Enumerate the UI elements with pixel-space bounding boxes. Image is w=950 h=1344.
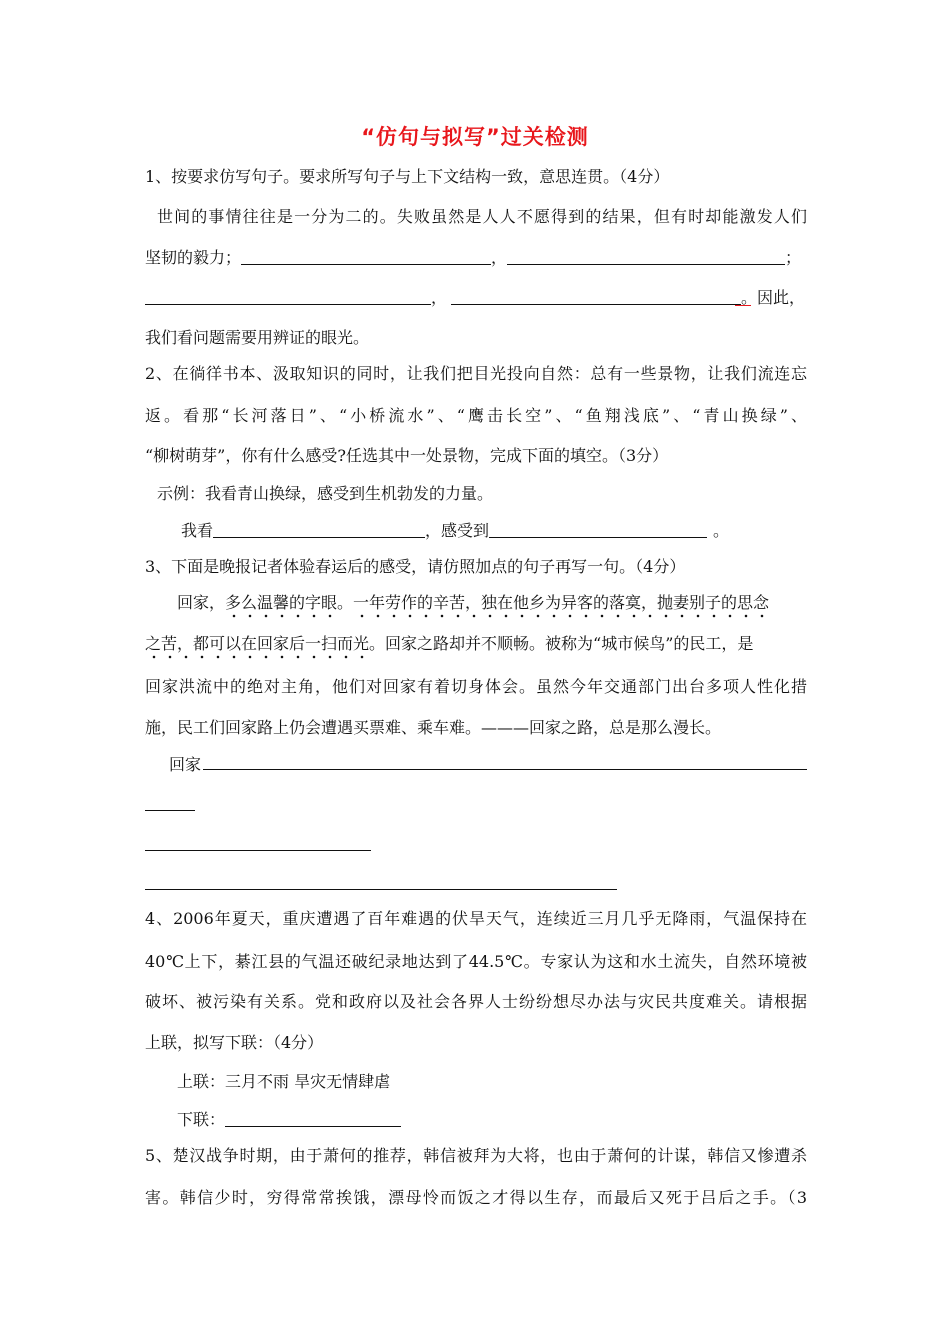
q3-stem: 3、下面是晚报记者体验春运后的感受，请仿照加点的句子再写一句。（4分）	[145, 557, 686, 576]
document-title: “仿句与拟写”过关检测	[361, 125, 589, 149]
q3-p4: 施，民工们回家路上仍会遭遇买票难、乘车难。———回家之路，总是那么漫长。	[145, 718, 722, 737]
q1-blank-1[interactable]	[241, 248, 491, 265]
q5-line2: 害。韩信少时，穷得常常挨饿，漂母怜而饭之才得以生存，而最后又死于吕后之手。（3	[145, 1188, 807, 1207]
q1-stem: 1、按要求仿写句子。要求所写句子与上下文结构一致，意思连贯。（4分）	[145, 167, 670, 186]
q2-blank-2[interactable]	[489, 521, 707, 538]
q4-line3: 破坏、被污染有关系。党和政府以及社会各界人士纷纷想尽办法与灾民共度难关。请根据	[145, 992, 807, 1011]
q1-line3-sep: ，	[431, 288, 448, 307]
q1-line4: 我们看问题需要用辨证的眼光。	[145, 328, 370, 347]
q1-blank-2[interactable]	[507, 248, 785, 265]
q4-lower-couplet	[177, 1109, 839, 1131]
q3-p1	[177, 592, 807, 614]
q2-fill-a: 我看	[181, 521, 214, 540]
q5-line1: 5、楚汉战争时期，由于萧何的推荐，韩信被拜为大将，也由于萧何的计谋，韩信又惨遭杀	[145, 1146, 807, 1165]
q1-line1: 世间的事情往往是一分为二的。失败虽然是人人不愿得到的结果，但有时却能激发人们	[157, 207, 807, 226]
q4-line1: 4、2006年夏天，重庆遭遇了百年难遇的伏旱天气，连续近三月几乎无降雨，气温保持在	[145, 909, 807, 928]
q3-dotted-phrase-2: 一年劳作的辛苦，独在他乡为异客的落寞，抛妻别子的思念	[353, 593, 769, 619]
q1-line2-sep: ，	[491, 248, 508, 267]
q1-line2	[145, 247, 807, 269]
q1-line3-end: 。因此，	[741, 288, 806, 307]
q4-upper-couplet: 上联：三月不雨 旱灾无情肆虐	[177, 1072, 391, 1091]
q3-answer-lead: 回家	[169, 755, 202, 774]
q3-dotted-phrase-1: 多么温馨的字眼	[225, 593, 337, 619]
q3-answer-line-1-wrap[interactable]	[145, 810, 195, 811]
q4-blank[interactable]	[225, 1110, 401, 1127]
q2-line1: 2、在徜徉书本、汲取知识的同时，让我们把目光投向自然：总有一些景物，让我们流连忘	[145, 364, 807, 383]
q1-line2-end: ；	[785, 248, 802, 267]
q2-fill-b: ，感受到	[425, 521, 490, 540]
q4-line2: 40℃上下，綦江县的气温还破纪录地达到了44.5℃。专家认为这和水土流失，自然环境被	[145, 952, 807, 971]
q3-p3: 回家洪流中的绝对主角，他们对回家有着切身体会。虽然今年交通部门出台多项人性化措	[145, 677, 807, 696]
q3-answer-line-3[interactable]	[145, 889, 617, 890]
q2-line3: “柳树萌芽”，你有什么感受?任选其中一处景物，完成下面的填空。（3分）	[145, 446, 669, 465]
q2-example: 示例：我看青山换绿，感受到生机勃发的力量。	[157, 484, 494, 503]
q3-answer-line-2[interactable]	[145, 850, 371, 851]
q3-p2-plain: 。回家之路却并不顺畅。被称为“城市候鸟”的民工，是	[369, 634, 754, 653]
q3-dotted-phrase-3: 之苦，都可以在回家后一扫而光	[145, 634, 369, 660]
q1-blank-3[interactable]	[145, 288, 431, 305]
q3-p1-plain-a: 回家，	[177, 593, 226, 612]
q1-line2-text: 坚韧的毅力；	[145, 248, 242, 267]
q1-line3	[145, 287, 807, 309]
q3-p2	[145, 633, 807, 655]
q2-fill-line	[181, 520, 843, 542]
q3-p1-plain-b: 。	[337, 593, 354, 612]
q2-blank-1[interactable]	[213, 521, 425, 538]
q2-line2: 返。看那“长河落日”、“小桥流水”、“鹰击长空”、“鱼翔浅底”、“青山换绿”、	[145, 406, 807, 425]
q1-blank-4[interactable]	[451, 288, 741, 305]
q3-answer-line-1[interactable]	[203, 769, 807, 770]
q4-lower-label: 下联：	[177, 1110, 226, 1129]
red-underline-mark	[735, 305, 751, 306]
q4-line4: 上联，拟写下联：（4分）	[145, 1033, 324, 1052]
q2-fill-end: 。	[713, 521, 730, 540]
